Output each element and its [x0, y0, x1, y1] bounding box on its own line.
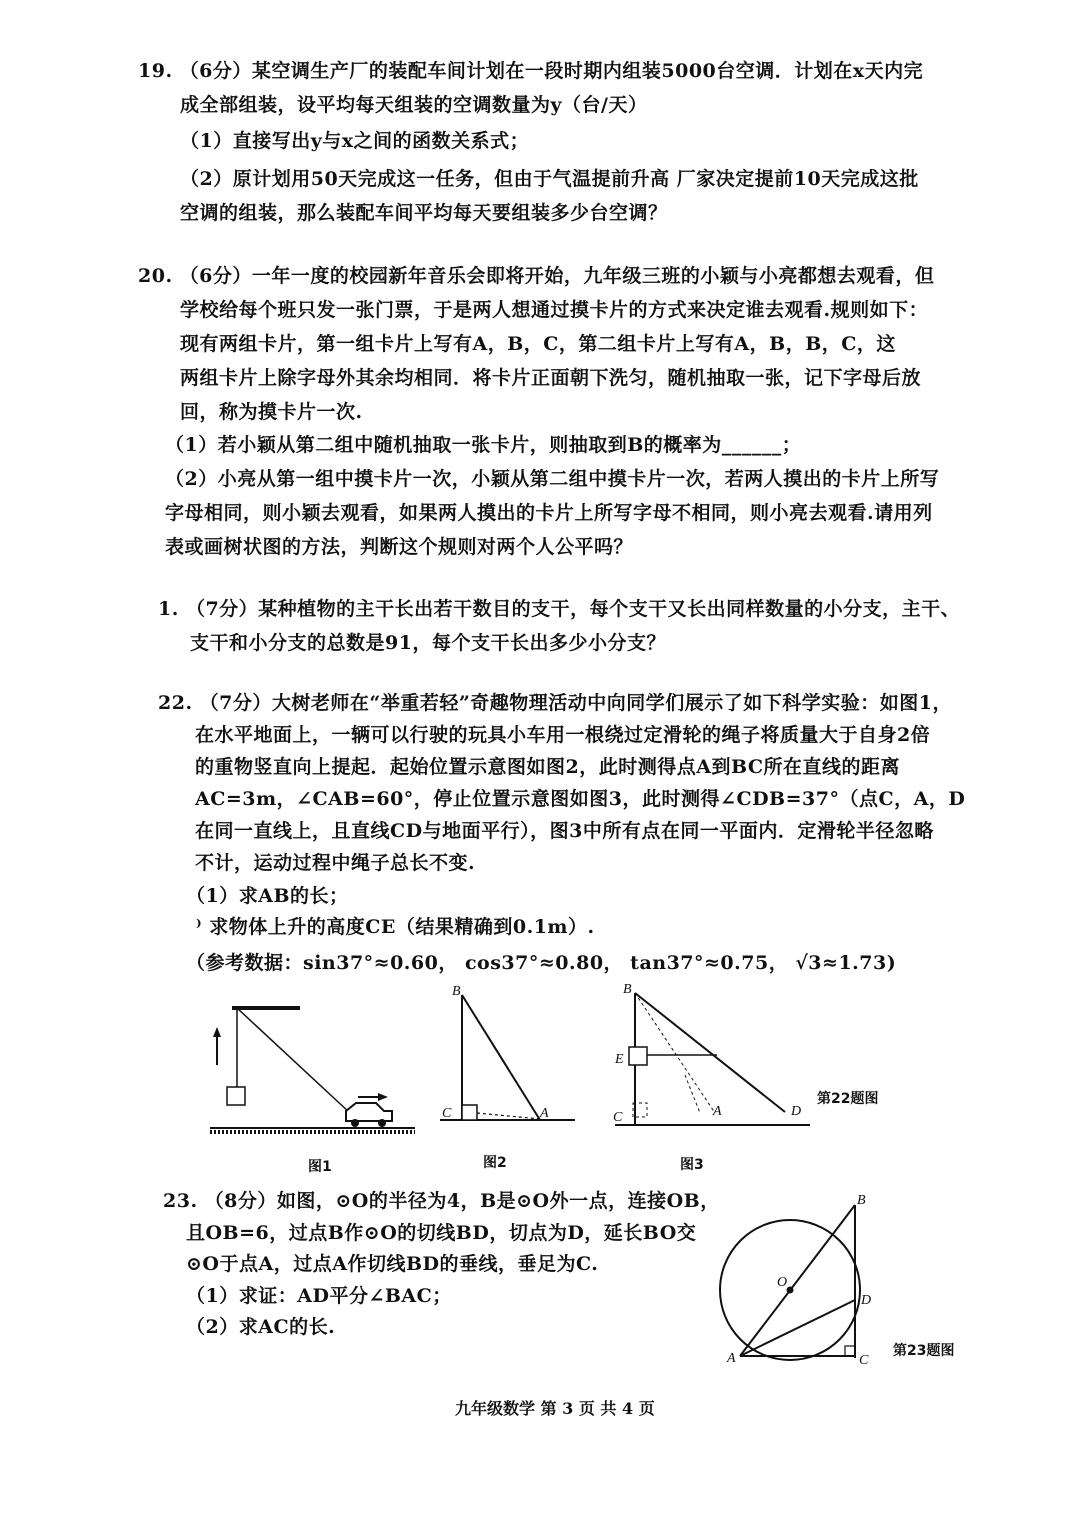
up-arrow-head-icon: [213, 1027, 221, 1037]
page-footer: 九年级数学 第 3 页 共 4 页: [455, 1399, 655, 1418]
q20-line-8: 字母相同，则小颖去观看，如果两人摸出的卡片上所写字母不相同，则小亮去观看.请用列: [165, 502, 933, 524]
fig23-label-b: B: [857, 1193, 866, 1208]
q19-part-1: （1）直接写出y与x之间的函数关系式；: [180, 130, 530, 152]
toy-car-icon: [346, 1103, 392, 1127]
q22-line-2: 在水平地面上，一辆可以行驶的玩具小车用一根绕过定滑轮的绳子将质量大于自身2倍: [195, 724, 931, 746]
q20-part-1: （1）若小颖从第二组中随机抽取一张卡片，则抽取到B的概率为______；: [165, 434, 802, 456]
q22-line-4: AC=3m，∠CAB=60°，停止位置示意图如图3，此时测得∠CDB=37°（点C，A，D: [195, 788, 966, 810]
fig3-label-e: E: [615, 1052, 624, 1067]
fig2-label-c: C: [442, 1106, 452, 1121]
q22-line-5: 在同一直线上，且直线CD与地面平行），图3中所有点在同一平面内．定滑轮半径忽略: [195, 820, 934, 842]
q23-line-3: ⊙O于点A，过点A作切线BD的垂线，垂足为C.: [186, 1253, 599, 1275]
figure-2-diagram: [440, 985, 580, 1135]
q23-line-1: 23. （8分）如图，⊙O的半径为4，B是⊙O外一点，连接OB，: [163, 1190, 720, 1212]
q23-part-1: （1）求证：AD平分∠BAC；: [186, 1285, 452, 1307]
q22-line-6: 不计，运动过程中绳子总长不变.: [195, 852, 476, 874]
weight-box-raised: [629, 1047, 647, 1065]
fig3-label-c: C: [613, 1110, 623, 1125]
figure-1-diagram: [210, 1005, 420, 1135]
q22-line-1: 22. （7分）大树老师在“举重若轻”奇趣物理活动中向同学们展示了如下科学实验：如图1，: [158, 692, 952, 714]
q22-part-1: （1）求AB的长；: [186, 885, 349, 907]
fig23-label-d: D: [861, 1293, 872, 1308]
q20-line-3: 现有两组卡片，第一组卡片上写有A，B，C，第二组卡片上写有A，B，B，C，这: [180, 333, 896, 355]
q19-line-1: 19. （6分）某空调生产厂的装配车间计划在一段时期内组装5000台空调．计划在x天内完: [138, 60, 924, 82]
q21-line-1: 1. （7分）某种植物的主干长出若干数目的支干，每个支干又长出同样数量的小分支，主干、: [158, 598, 961, 620]
q20-line-9: 表或画树状图的方法，判断这个规则对两个人公平吗？: [165, 536, 634, 558]
right-arrow-head-icon: [378, 1093, 388, 1101]
q20-line-1: 20. （6分）一年一度的校园新年音乐会即将开始，九年级三班的小颖与小亮都想去观看，但: [138, 265, 935, 287]
fig23-label-o: O: [777, 1275, 788, 1290]
weight-box: [227, 1087, 245, 1105]
fig23-label-a: A: [727, 1351, 736, 1366]
q19-part-2: （2）原计划用50天完成这一任务，但由于气温提前升高 厂家决定提前10天完成这批: [180, 168, 919, 190]
q22-line-3: 的重物竖直向上提起．起始位置示意图如图2，此时测得点A到BC所在直线的距离: [195, 756, 900, 778]
fig23-label-c: C: [859, 1353, 869, 1368]
fig3-label-d: D: [791, 1104, 802, 1119]
q22-reference-data: （参考数据：sin37°≈0.60， cos37°≈0.80， tan37°≈0.75， √3≈1.73): [186, 952, 897, 974]
q20-part-2: （2）小亮从第一组中摸卡片一次，小颖从第二组中摸卡片一次，若两人摸出的卡片上所写: [165, 468, 940, 490]
q20-line-2: 学校给每个班只发一张门票，于是两人想通过摸卡片的方式来决定谁去观看.规则如下：: [180, 299, 929, 321]
q20-line-5: 回，称为摸卡片一次.: [180, 401, 363, 423]
fig3-label-b: B: [623, 982, 632, 997]
figure-23-diagram: [715, 1190, 885, 1370]
figure-23-caption: 第23题图: [893, 1343, 955, 1359]
fig2-label-a: A: [540, 1106, 549, 1121]
fig3-label-a: A: [713, 1104, 722, 1119]
figure-3-diagram: [605, 982, 815, 1135]
figure-2-caption: 图2: [483, 1155, 507, 1171]
q21-line-2: 支干和小分支的总数是91，每个支干长出多少小分支？: [190, 632, 666, 654]
q23-line-2: 且OB=6，过点B作⊙O的切线BD，切点为D，延长BO交: [186, 1222, 697, 1244]
figure-1-caption: 图1: [308, 1159, 332, 1175]
q23-part-2: （2）求AC的长.: [186, 1316, 336, 1338]
center-point: [787, 1287, 794, 1294]
q22-part-2: ⁾ 求物体上升的高度CE（结果精确到0.1m）.: [196, 916, 595, 938]
q20-line-4: 两组卡片上除字母外其余均相同．将卡片正面朝下洗匀，随机抽取一张，记下字母后放: [180, 367, 922, 389]
rope-slanted: [237, 1008, 350, 1113]
figure-22-caption: 第22题图: [817, 1091, 879, 1107]
q19-line-5: 空调的组装，那么装配车间平均每天要组装多少台空调？: [180, 202, 668, 224]
fig2-label-b: B: [452, 984, 461, 999]
q19-line-2: 成全部组装，设平均每天组装的空调数量为y（台/天）: [180, 94, 648, 116]
weight-box: [462, 1105, 477, 1120]
figure-3-caption: 图3: [680, 1157, 704, 1173]
